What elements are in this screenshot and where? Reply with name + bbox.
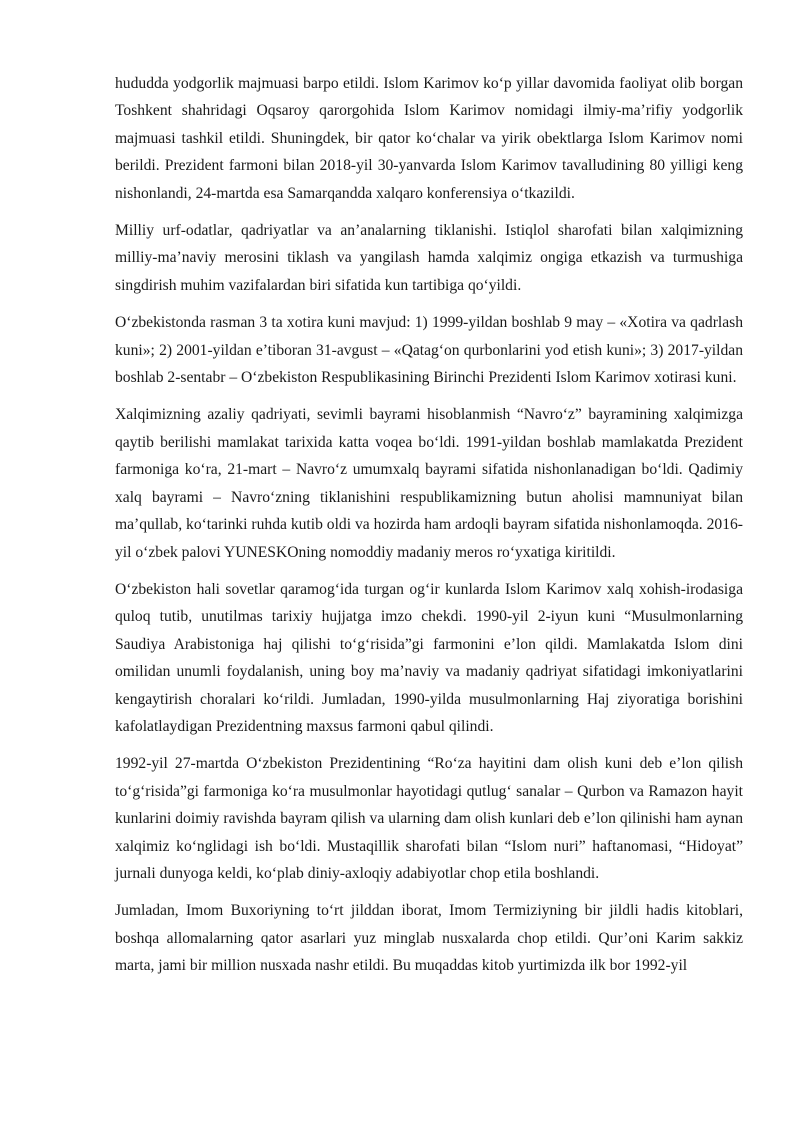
paragraph-haj-farmoni: O‘zbekiston hali sovetlar qaramog‘ida turgan og‘ir kunlarda Islom Karimov xalq xohish-irodasiga quloq tutib, unutilmas tarixiy hujjatga imzo chekdi. 1990-yil 2-iyun kuni “Musulmonlarning Saudiya Arabistoniga haj qilishi to‘g‘risida”gi farmonini e’lon qildi. Mamlakatda Islom dini omilidan unumli foydalanish, uning boy ma’naviy va madaniy qadriyat sifatidagi imkoniyatlarini kengaytirish choralari ko‘rildi. Jumladan, 1990-yilda musulmonlarning Haj ziyoratiga borishini kafolatlaydigan Prezidentning maxsus farmoni qabul qilindi. bbox=[115, 580, 743, 735]
document-page bbox=[115, 70, 743, 990]
paragraph-xotira-kunlari: O‘zbekistonda rasman 3 ta xotira kuni mavjud: 1) 1999-yildan boshlab 9 may – «Xotira va qadrlash kuni»; 2) 2001-yildan e’tiboran 31-avgust – «Qatag‘on qurbonlarini yod etish kuni»; 3) 2017-yildan boshlab 2-sentabr – O‘zbekiston Respublikasining Birinchi Prezidenti Islom Karimov xotirasi kuni. bbox=[115, 314, 743, 387]
paragraph-navroz: Xalqimizning azaliy qadriyati, sevimli bayrami hisoblanmish “Navro‘z” bayramining xalqimizga qaytib berilishi mamlakat tarixida katta voqea bo‘ldi. 1991-yildan boshlab mamlakatda Prezident farmoniga ko‘ra, 21-mart – Navro‘z umumxalq bayrami sifatida nishonlanadigan bo‘ldi. Qadimiy xalq bayrami – Navro‘zning tiklanishini respublikamizning butun aholisi mamnuniyat bilan ma’qullab, ko‘tarinki ruhda kutib oldi va hozirda ham ardoqli bayram sifatida nishonlamoqda. 2016-yil o‘zbek palovi YUNESKOning nomoddiy madaniy meros ro‘yxatiga kiritildi. bbox=[115, 406, 743, 561]
paragraph-milliy-urf-odatlar: Milliy urf-odatlar, qadriyatlar va an’analarning tiklanishi. Istiqlol sharofati bilan xalqimizning milliy-ma’naviy merosini tiklash va yangilash hamda xalqimiz ongiga etkazish va turmushiga singdirish muhim vazifalardan biri sifatida kun tartibiga qo‘yildi. bbox=[115, 222, 743, 294]
paragraph-yodgorlik-majmuasi: hududda yodgorlik majmuasi barpo etildi. Islom Karimov ko‘p yillar davomida faoliyat olib borgan Toshkent shahridagi Oqsaroy qarorgohida Islom Karimov nomidagi ilmiy-ma’rifiy yodgorlik majmuasi tashkil etildi. Shuningdek, bir qator ko‘chalar va yirik obektlarga Islom Karimov nomi berildi. Prezident farmoni bilan 2018-yil 30-yanvarda Islom Karimov tavalludining 80 yilligi keng nishonlandi, 24-martda esa Samarqandda xalqaro konferensiya o‘tkazildi. bbox=[115, 75, 743, 202]
paragraph-diniy-kitoblar: Jumladan, Imom Buxoriyning to‘rt jilddan iborat, Imom Termiziyning bir jildli hadis kitoblari, boshqa allomalarning qator asarlari yuz minglab nusxalarda chop etildi. Qur’oni Karim sakkiz marta, jami bir million nusxada nashr etildi. Bu muqaddas kitob yurtimizda ilk bor 1992-yil bbox=[115, 902, 743, 975]
paragraph-hayit-kunlari: 1992-yil 27-martda O‘zbekiston Prezidentining “Ro‘za hayitini dam olish kuni deb e’lon qilish to‘g‘risida”gi farmoniga ko‘ra musulmonlar hayotidagi qutlug‘ sanalar – Qurbon va Ramazon hayit kunlarini doimiy ravishda bayram qilish va ularning dam olish kunlari deb e’lon qilinishi ham aynan xalqimiz ko‘nglidagi ish bo‘ldi. Mustaqillik sharofati bilan “Islom nuri” haftanomasi, “Hidoyat” jurnali dunyoga keldi, ko‘plab diniy-axloqiy adabiyotlar chop etila boshlandi. bbox=[115, 755, 743, 882]
